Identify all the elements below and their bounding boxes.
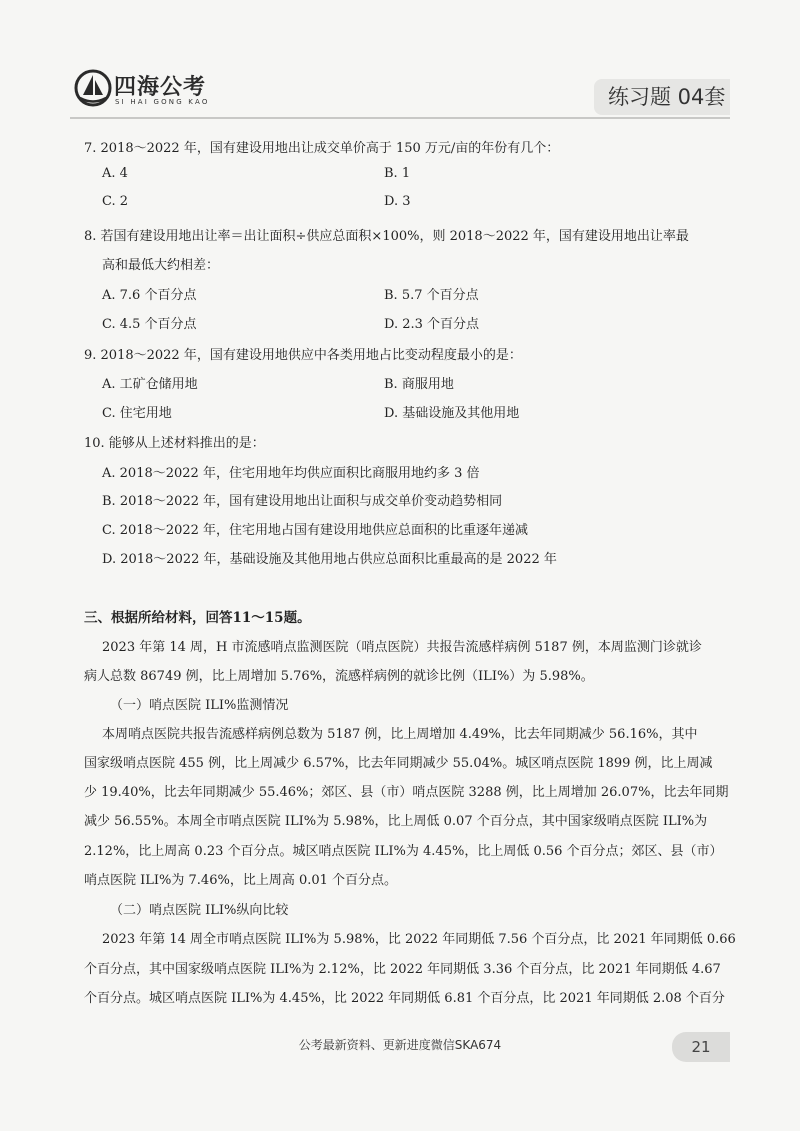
question-10-option-b[interactable]: B. 2018～2022 年，国有建设用地出让面积与成交单价变动趋势相同 <box>102 494 503 509</box>
question-7-option-c[interactable]: C. 2 <box>102 194 129 209</box>
section-title: 三、根据所给材料，回答11～15题。 <box>84 610 311 626</box>
question-8-stem-line-2: 高和最低大约相差： <box>102 258 220 273</box>
subsection-1-title: （一）哨点医院 ILI%监测情况 <box>110 698 289 713</box>
question-9-option-a[interactable]: A. 工矿仓储用地 <box>102 377 198 392</box>
subsection-1-line-6: 哨点医院 ILI%为 7.46%，比上周高 0.01 个百分点。 <box>84 873 398 888</box>
page-number: 21 <box>672 1032 730 1062</box>
subsection-2-title: （二）哨点医院 ILI%纵向比较 <box>110 903 289 918</box>
question-8-option-c[interactable]: C. 4.5 个百分点 <box>102 317 197 332</box>
question-10-stem: 10. 能够从上述材料推出的是： <box>84 436 265 451</box>
question-7-option-a[interactable]: A. 4 <box>102 166 128 181</box>
intro-line-1: 2023 年第 14 周，H 市流感哨点监测医院（哨点医院）共报告流感样病例 5187 例，本周监测门诊就诊 <box>102 640 702 655</box>
brand-subtitle: SI HAI GONG KAO <box>115 98 210 106</box>
question-8-option-d[interactable]: D. 2.3 个百分点 <box>384 317 480 332</box>
subsection-2-line-3: 个百分点。城区哨点医院 ILI%为 4.45%，比 2022 年同期低 6.81 个百分点，比 2021 年同期低 2.08 个百分 <box>84 991 725 1006</box>
question-9-option-c[interactable]: C. 住宅用地 <box>102 406 172 421</box>
sailboat-logo-icon <box>74 68 112 108</box>
question-7-option-d[interactable]: D. 3 <box>384 194 411 209</box>
subsection-1-line-2: 国家级哨点医院 455 例，比上周减少 6.57%，比去年同期减少 55.04%。城区哨点医院 1899 例，比上周减 <box>84 756 713 771</box>
subsection-1-line-3: 少 19.40%，比去年同期减少 55.46%；郊区、县（市）哨点医院 3288 例，比上周增加 26.07%，比去年同期 <box>84 785 729 800</box>
question-9-option-b[interactable]: B. 商服用地 <box>384 377 454 392</box>
question-8-stem: 8. 若国有建设用地出让率＝出让面积÷供应总面积×100%，则 2018～2022 年，国有建设用地出让率最 <box>84 229 689 244</box>
question-8-option-b[interactable]: B. 5.7 个百分点 <box>384 288 479 303</box>
header-divider <box>70 117 730 119</box>
page-header <box>0 0 800 120</box>
subsection-2-line-1: 2023 年第 14 周全市哨点医院 ILI%为 5.98%，比 2022 年同期低 7.56 个百分点，比 2021 年同期低 0.66 <box>102 932 736 947</box>
question-9-stem: 9. 2018～2022 年，国有建设用地供应中各类用地占比变动程度最小的是： <box>84 348 522 363</box>
question-10-option-a[interactable]: A. 2018～2022 年，住宅用地年均供应面积比商服用地约多 3 倍 <box>102 466 480 481</box>
subsection-1-line-5: 2.12%，比上周高 0.23 个百分点。城区哨点医院 ILI%为 4.45%，比上周低 0.56 个百分点；郊区、县（市） <box>84 844 723 859</box>
brand-name: 四海公考 <box>114 75 207 100</box>
brand-logo <box>74 68 254 114</box>
footer-note: 公考最新资料、更新进度微信SKA674 <box>298 1038 502 1052</box>
intro-line-2: 病人总数 86749 例，比上周增加 5.76%，流感样病例的就诊比例（ILI%）为 5.98%。 <box>84 669 594 684</box>
subsection-2-line-2: 个百分点，其中国家级哨点医院 ILI%为 2.12%，比 2022 年同期低 3.36 个百分点，比 2021 年同期低 4.67 <box>84 962 721 977</box>
question-7-option-b[interactable]: B. 1 <box>384 166 411 181</box>
question-10-option-c[interactable]: C. 2018～2022 年，住宅用地占国有建设用地供应总面积的比重逐年递减 <box>102 523 529 538</box>
question-7-stem: 7. 2018～2022 年，国有建设用地出让成交单价高于 150 万元/亩的年份有几个： <box>84 141 560 156</box>
question-10-option-d[interactable]: D. 2018～2022 年，基础设施及其他用地占供应总面积比重最高的是 2022 年 <box>102 552 557 567</box>
question-9-option-d[interactable]: D. 基础设施及其他用地 <box>384 406 520 421</box>
subsection-1-line-1: 本周哨点医院共报告流感样病例总数为 5187 例，比上周增加 4.49%，比去年同期减少 56.16%，其中 <box>102 727 698 742</box>
exercise-set-label: 练习题 04套 <box>594 79 730 115</box>
subsection-1-line-4: 减少 56.55%。本周全市哨点医院 ILI%为 5.98%，比上周低 0.07 个百分点，其中国家级哨点医院 ILI%为 <box>84 814 708 829</box>
question-8-option-a[interactable]: A. 7.6 个百分点 <box>102 288 197 303</box>
